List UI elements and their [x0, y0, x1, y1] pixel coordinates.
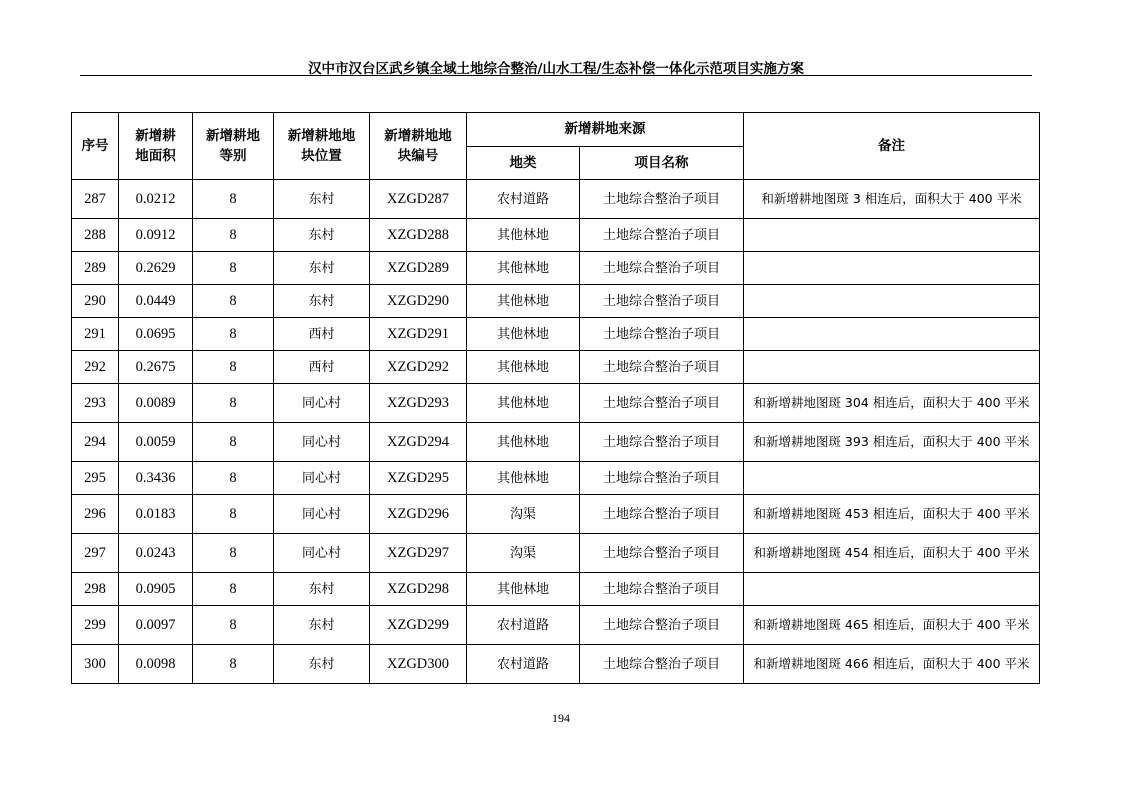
cell-seq: 293 — [72, 384, 119, 423]
cell-area: 0.0183 — [119, 495, 193, 534]
table-row — [72, 384, 1040, 423]
page-number: 194 — [552, 711, 570, 725]
cell-location: 东村 — [274, 180, 370, 219]
table-row — [72, 423, 1040, 462]
cell-land-type: 农村道路 — [467, 645, 580, 684]
table-row — [72, 285, 1040, 318]
cell-location: 东村 — [274, 219, 370, 252]
cell-location: 东村 — [274, 606, 370, 645]
cell-code: XZGD300 — [370, 645, 467, 684]
cell-location: 东村 — [274, 573, 370, 606]
cell-location: 同心村 — [274, 534, 370, 573]
cell-seq: 298 — [72, 573, 119, 606]
header-divider — [80, 75, 1032, 76]
cell-remark: 和新增耕地图斑 453 相连后，面积大于 400 平米 — [744, 495, 1040, 534]
cell-grade: 8 — [193, 384, 274, 423]
cell-area: 0.0097 — [119, 606, 193, 645]
cell-land-type: 其他林地 — [467, 252, 580, 285]
cell-project: 土地综合整治子项目 — [580, 423, 744, 462]
cell-project: 土地综合整治子项目 — [580, 351, 744, 384]
cell-seq: 297 — [72, 534, 119, 573]
cell-land-type: 其他林地 — [467, 462, 580, 495]
cell-remark — [744, 219, 1040, 252]
cell-area: 0.0695 — [119, 318, 193, 351]
cell-remark — [744, 252, 1040, 285]
document-header-title: 汉中市汉台区武乡镇全域土地综合整治/山水工程/生态补偿一体化示范项目实施方案 — [308, 61, 804, 77]
table-row — [72, 318, 1040, 351]
cell-remark — [744, 573, 1040, 606]
cell-code: XZGD298 — [370, 573, 467, 606]
header-remark: 备注 — [744, 113, 1040, 180]
cell-seq: 289 — [72, 252, 119, 285]
cell-remark: 和新增耕地图斑 3 相连后，面积大于 400 平米 — [744, 180, 1040, 219]
cell-land-type: 其他林地 — [467, 384, 580, 423]
table-header — [72, 113, 1040, 180]
table-row — [72, 462, 1040, 495]
header-seq: 序号 — [72, 113, 119, 180]
cell-seq: 288 — [72, 219, 119, 252]
cell-grade: 8 — [193, 351, 274, 384]
cell-location: 东村 — [274, 252, 370, 285]
table-row — [72, 351, 1040, 384]
cell-grade: 8 — [193, 534, 274, 573]
cell-grade: 8 — [193, 180, 274, 219]
cell-grade: 8 — [193, 285, 274, 318]
cell-grade: 8 — [193, 423, 274, 462]
cell-land-type: 其他林地 — [467, 351, 580, 384]
cell-grade: 8 — [193, 219, 274, 252]
cell-location: 同心村 — [274, 423, 370, 462]
header-source: 新增耕地来源 — [467, 113, 744, 147]
table-row — [72, 534, 1040, 573]
header-code-text: 新增耕地地块编号 — [384, 128, 452, 164]
header-land-type: 地类 — [467, 147, 580, 180]
cell-code: XZGD295 — [370, 462, 467, 495]
cell-grade: 8 — [193, 318, 274, 351]
cell-location: 同心村 — [274, 462, 370, 495]
cell-grade: 8 — [193, 645, 274, 684]
cell-project: 土地综合整治子项目 — [580, 462, 744, 495]
table-row — [72, 573, 1040, 606]
cell-remark — [744, 351, 1040, 384]
header-project-name: 项目名称 — [580, 147, 744, 180]
cell-remark: 和新增耕地图斑 465 相连后，面积大于 400 平米 — [744, 606, 1040, 645]
cell-code: XZGD288 — [370, 219, 467, 252]
cell-area: 0.0098 — [119, 645, 193, 684]
cell-seq: 299 — [72, 606, 119, 645]
cell-area: 0.0905 — [119, 573, 193, 606]
header-location-text: 新增耕地地块位置 — [287, 128, 356, 164]
cell-seq: 290 — [72, 285, 119, 318]
header-code — [370, 113, 467, 180]
cell-grade: 8 — [193, 252, 274, 285]
table-row — [72, 180, 1040, 219]
cell-code: XZGD299 — [370, 606, 467, 645]
header-location — [274, 113, 370, 180]
cell-land-type: 农村道路 — [467, 606, 580, 645]
cell-land-type: 沟渠 — [467, 534, 580, 573]
cell-land-type: 农村道路 — [467, 180, 580, 219]
cell-seq: 300 — [72, 645, 119, 684]
header-grade — [193, 113, 274, 180]
cell-area: 0.3436 — [119, 462, 193, 495]
cell-land-type: 其他林地 — [467, 573, 580, 606]
cell-area: 0.0212 — [119, 180, 193, 219]
table-row — [72, 645, 1040, 684]
cell-location: 同心村 — [274, 384, 370, 423]
cell-project: 土地综合整治子项目 — [580, 384, 744, 423]
cell-area: 0.0449 — [119, 285, 193, 318]
cell-grade: 8 — [193, 495, 274, 534]
table-row — [72, 219, 1040, 252]
cell-project: 土地综合整治子项目 — [580, 285, 744, 318]
table-body — [72, 180, 1040, 684]
cell-code: XZGD292 — [370, 351, 467, 384]
cell-project: 土地综合整治子项目 — [580, 495, 744, 534]
cell-land-type: 其他林地 — [467, 285, 580, 318]
cell-area: 0.2629 — [119, 252, 193, 285]
header-grade-text: 新增耕地等别 — [206, 128, 260, 164]
cell-remark — [744, 285, 1040, 318]
cell-remark — [744, 318, 1040, 351]
table-row — [72, 252, 1040, 285]
cell-code: XZGD293 — [370, 384, 467, 423]
cell-project: 土地综合整治子项目 — [580, 534, 744, 573]
cell-land-type: 其他林地 — [467, 318, 580, 351]
farmland-table — [71, 112, 1040, 684]
cell-project: 土地综合整治子项目 — [580, 219, 744, 252]
cell-location: 西村 — [274, 318, 370, 351]
table-row — [72, 606, 1040, 645]
cell-remark: 和新增耕地图斑 304 相连后，面积大于 400 平米 — [744, 384, 1040, 423]
cell-area: 0.2675 — [119, 351, 193, 384]
cell-seq: 296 — [72, 495, 119, 534]
cell-location: 东村 — [274, 285, 370, 318]
cell-area: 0.0912 — [119, 219, 193, 252]
header-area — [119, 113, 193, 180]
cell-grade: 8 — [193, 462, 274, 495]
cell-land-type: 其他林地 — [467, 423, 580, 462]
cell-location: 西村 — [274, 351, 370, 384]
cell-code: XZGD287 — [370, 180, 467, 219]
cell-seq: 291 — [72, 318, 119, 351]
header-area-text: 新增耕地面积 — [135, 128, 176, 164]
cell-project: 土地综合整治子项目 — [580, 573, 744, 606]
cell-code: XZGD291 — [370, 318, 467, 351]
cell-project: 土地综合整治子项目 — [580, 318, 744, 351]
cell-remark — [744, 462, 1040, 495]
cell-seq: 295 — [72, 462, 119, 495]
cell-code: XZGD297 — [370, 534, 467, 573]
cell-area: 0.0243 — [119, 534, 193, 573]
cell-code: XZGD294 — [370, 423, 467, 462]
cell-project: 土地综合整治子项目 — [580, 252, 744, 285]
cell-code: XZGD289 — [370, 252, 467, 285]
table-row — [72, 495, 1040, 534]
cell-remark: 和新增耕地图斑 454 相连后，面积大于 400 平米 — [744, 534, 1040, 573]
cell-land-type: 沟渠 — [467, 495, 580, 534]
cell-area: 0.0059 — [119, 423, 193, 462]
cell-seq: 292 — [72, 351, 119, 384]
cell-project: 土地综合整治子项目 — [580, 606, 744, 645]
cell-seq: 287 — [72, 180, 119, 219]
cell-seq: 294 — [72, 423, 119, 462]
cell-grade: 8 — [193, 573, 274, 606]
cell-project: 土地综合整治子项目 — [580, 645, 744, 684]
cell-land-type: 其他林地 — [467, 219, 580, 252]
cell-area: 0.0089 — [119, 384, 193, 423]
cell-location: 东村 — [274, 645, 370, 684]
cell-remark: 和新增耕地图斑 466 相连后，面积大于 400 平米 — [744, 645, 1040, 684]
cell-remark: 和新增耕地图斑 393 相连后，面积大于 400 平米 — [744, 423, 1040, 462]
cell-location: 同心村 — [274, 495, 370, 534]
cell-code: XZGD296 — [370, 495, 467, 534]
cell-grade: 8 — [193, 606, 274, 645]
cell-project: 土地综合整治子项目 — [580, 180, 744, 219]
cell-code: XZGD290 — [370, 285, 467, 318]
